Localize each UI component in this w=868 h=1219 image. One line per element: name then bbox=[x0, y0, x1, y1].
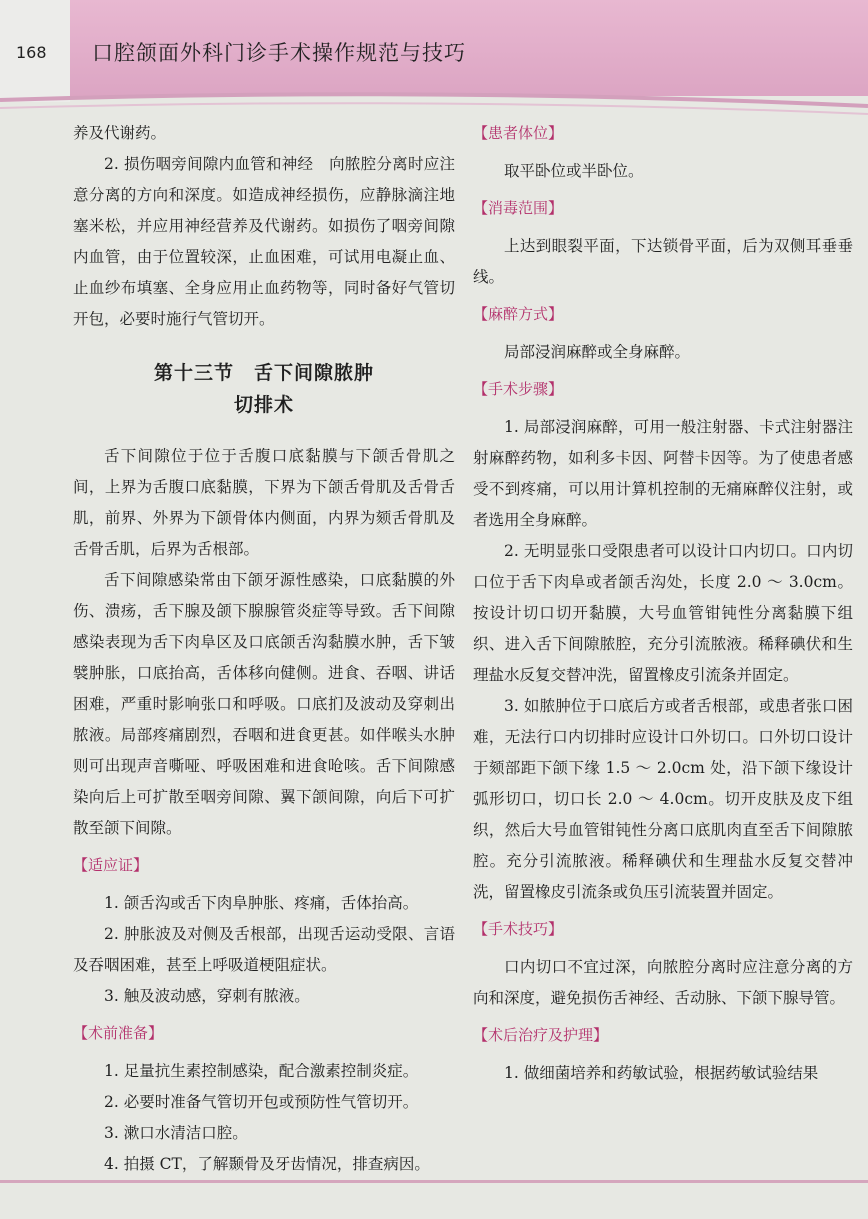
tag-disinfect: 【消毒范围】 bbox=[473, 199, 564, 217]
page-number: 168 bbox=[16, 43, 47, 62]
tips-text: 口内切口不宜过深，向脓腔分离时应注意分离的方向和深度，避免损伤舌神经、舌动脉、下颌下腺导管。 bbox=[473, 958, 853, 1007]
section-heading-line2: 切排术 bbox=[233, 394, 294, 416]
indication-item-2: 2. 肿胀波及对侧及舌根部，出现舌运动受限、言语及吞咽困难，甚至上呼吸道梗阻症状。 bbox=[73, 925, 455, 974]
tag-tips-label: 手术技巧 bbox=[488, 920, 549, 938]
anesthesia-text: 局部浸润麻醉或全身麻醉。 bbox=[504, 343, 691, 361]
section-heading bbox=[73, 357, 455, 421]
preop-item-3: 3. 漱口水清洁口腔。 bbox=[104, 1124, 248, 1142]
tag-position-label: 患者体位 bbox=[488, 124, 549, 142]
position-text: 取平卧位或半卧位。 bbox=[504, 162, 644, 180]
right-column bbox=[473, 118, 853, 1089]
tag-position: 【患者体位】 bbox=[473, 124, 564, 142]
footer-divider bbox=[0, 1180, 868, 1183]
step-item-2: 2. 无明显张口受限患者可以设计口内切口。口内切口位于舌下肉阜或者颌舌沟处，长度 2.0 ～ 3.0cm。按设计切口切开黏膜，大号血管钳钝性分离黏膜下组织、进入舌下间隙脓腔，充分引流脓液。稀释碘伏和生理盐水反复交替冲洗，留置橡皮引流条并固定。 bbox=[473, 542, 853, 684]
tag-anesthesia: 【麻醉方式】 bbox=[473, 305, 564, 323]
step-item-3: 3. 如脓肿位于口底后方或者舌根部，或患者张口困难，无法行口内切排时应设计口外切口。口外切口设计于颏部距下颌下缘 1.5 ～ 2.0cm 处，沿下颌下缘设计弧形切口，切口长 2.0 ～ 4.0cm。切开皮肤及皮下组织，然后大号血管钳钝性分离口底肌肉直至舌下间隙脓腔。充分引流脓液。稀释碘伏和生理盐水反复交替冲洗，留置橡皮引流条或负压引流装置并固定。 bbox=[473, 697, 853, 901]
book-title: 口腔颌面外科门诊手术操作规范与技巧 bbox=[92, 41, 466, 65]
step-item-1: 1. 局部浸润麻醉，可用一般注射器、卡式注射器注射麻醉药物，如利多卡因、阿替卡因等。为了使患者感受不到疼痛，可以用计算机控制的无痛麻醉仪注射，或者选用全身麻醉。 bbox=[473, 418, 853, 529]
section-heading-line1: 第十三节 舌下间隙脓肿 bbox=[153, 362, 374, 384]
header-divider-curve bbox=[0, 88, 868, 118]
tag-disinfect-label: 消毒范围 bbox=[488, 199, 549, 217]
preop-item-2: 2. 必要时准备气管切开包或预防性气管切开。 bbox=[104, 1093, 419, 1111]
tag-postop: 【术后治疗及护理】 bbox=[473, 1026, 609, 1044]
preop-item-1: 1. 足量抗生素控制感染，配合激素控制炎症。 bbox=[104, 1062, 419, 1080]
indication-item-1: 1. 颌舌沟或舌下肉阜肿胀、疼痛，舌体抬高。 bbox=[104, 894, 419, 912]
left-column bbox=[73, 118, 455, 1180]
paragraph-continuation: 养及代谢药。 bbox=[73, 124, 167, 142]
tag-preop-label: 术前准备 bbox=[88, 1024, 149, 1042]
paragraph-complication-2: 2. 损伤咽旁间隙内血管和神经 向脓腔分离时应注意分离的方向和深度。如造成神经损伤，应静脉滴注地塞米松，并应用神经营养及代谢药。如损伤了咽旁间隙内血管，由于位置较深，止血困难，可试用电凝止血、止血纱布填塞、全身应用止血药物等，同时备好气管切开包，必要时施行气管切开。 bbox=[73, 155, 455, 328]
preop-item-4: 4. 拍摄 CT，了解颞骨及牙齿情况，排查病因。 bbox=[104, 1155, 430, 1173]
tag-postop-label: 术后治疗及护理 bbox=[488, 1026, 594, 1044]
indication-item-3: 3. 触及波动感，穿刺有脓液。 bbox=[104, 987, 310, 1005]
tag-steps: 【手术步骤】 bbox=[473, 380, 564, 398]
tag-steps-label: 手术步骤 bbox=[488, 380, 549, 398]
paragraph-infection: 舌下间隙感染常由下颌牙源性感染，口底黏膜的外伤、溃疡，舌下腺及颌下腺腺管炎症等导致。舌下间隙感染表现为舌下肉阜区及口底颌舌沟黏膜水肿，舌下皱襞肿胀，口底抬高，舌体移向健侧。进食、吞咽、讲话困难，严重时影响张口和呼吸。口底扪及波动及穿刺出脓液。局部疼痛剧烈，吞咽和进食更甚。如伴喉头水肿则可出现声音嘶哑、呼吸困难和进食呛咳。舌下间隙感染向后上可扩散至咽旁间隙、翼下颌间隙，向后下可扩散至颌下间隙。 bbox=[73, 571, 455, 837]
paragraph-anatomy: 舌下间隙位于位于舌腹口底黏膜与下颌舌骨肌之间，上界为舌腹口底黏膜，下界为下颌舌骨肌及舌骨舌肌，前界、外界为下颌骨体内侧面，内界为颏舌骨肌及舌骨舌肌，后界为舌根部。 bbox=[73, 447, 455, 558]
tag-indication-label: 适应证 bbox=[88, 856, 134, 874]
tag-indication: 【适应证】 bbox=[73, 856, 149, 874]
tag-preop: 【术前准备】 bbox=[73, 1024, 164, 1042]
tag-anesthesia-label: 麻醉方式 bbox=[488, 305, 549, 323]
postop-item-1: 1. 做细菌培养和药敏试验，根据药敏试验结果 bbox=[504, 1064, 819, 1082]
disinfect-text: 上达到眼裂平面，下达锁骨平面，后为双侧耳垂垂线。 bbox=[473, 237, 853, 286]
tag-tips: 【手术技巧】 bbox=[473, 920, 564, 938]
